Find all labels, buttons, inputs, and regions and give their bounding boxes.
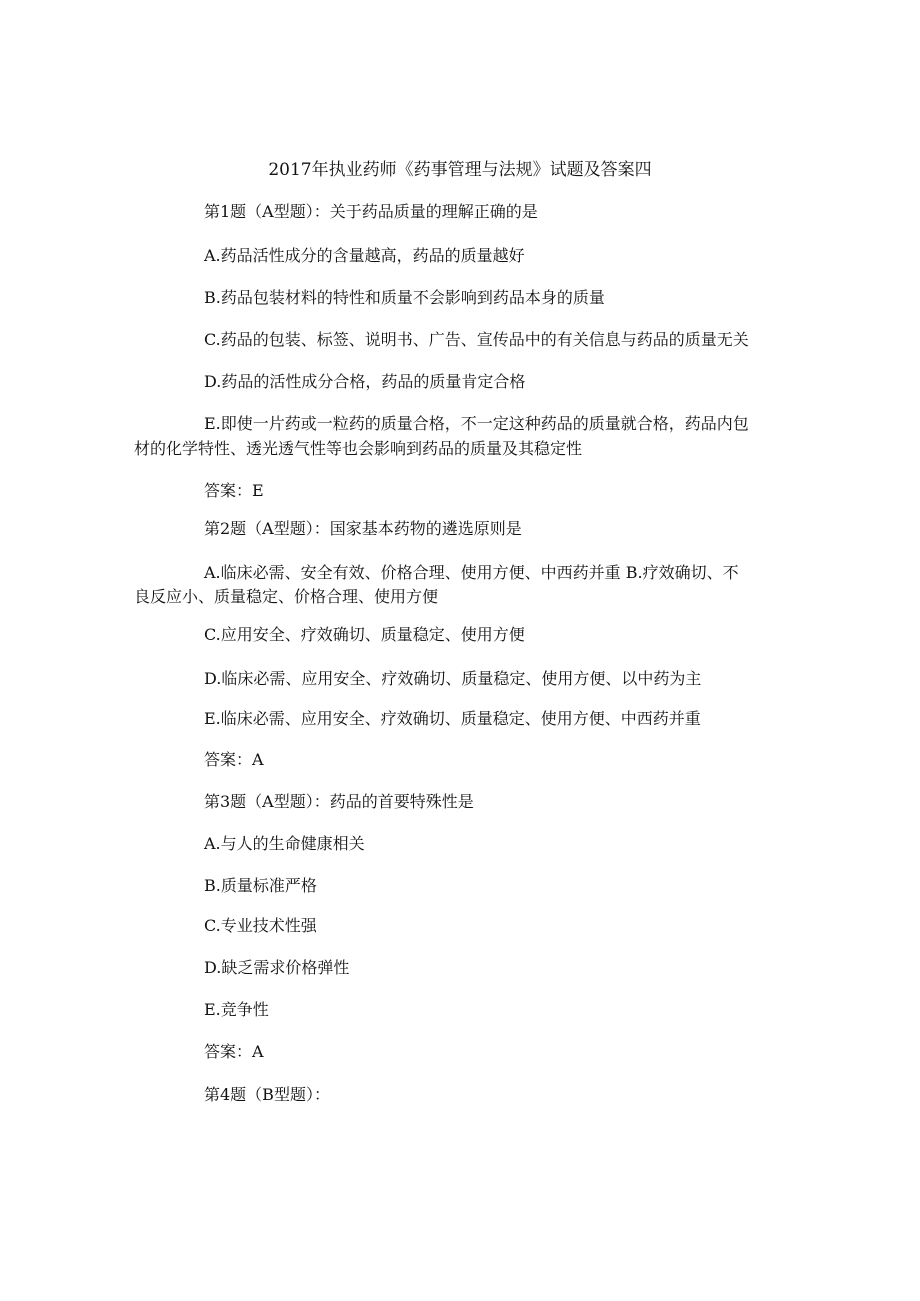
q3-question: 第3题（A型题）：药品的首要特殊性是 — [204, 792, 474, 811]
q2-answer: 答案：A — [204, 750, 264, 769]
q2-option-ab-line2: 良反应小、质量稳定、价格合理、使用方便 — [134, 587, 439, 606]
q2-option-e: E.临床必需、应用安全、疗效确切、质量稳定、使用方便、中西药并重 — [204, 709, 701, 728]
document-title: 2017年执业药师《药事管理与法规》试题及答案四 — [268, 160, 652, 180]
q1-option-d: D.药品的活性成分合格，药品的质量肯定合格 — [204, 372, 526, 391]
q3-option-a: A.与人的生命健康相关 — [204, 834, 365, 853]
q1-answer: 答案：E — [204, 481, 264, 500]
q1-question: 第1题（A型题）：关于药品质量的理解正确的是 — [204, 202, 538, 221]
q3-answer: 答案：A — [204, 1042, 264, 1061]
q4-question: 第4题（B型题）： — [204, 1085, 330, 1104]
q3-option-d: D.缺乏需求价格弹性 — [204, 958, 350, 977]
q3-option-b: B.质量标准严格 — [204, 876, 317, 895]
q1-option-b: B.药品包装材料的特性和质量不会影响到药品本身的质量 — [204, 288, 605, 307]
q2-option-d: D.临床必需、应用安全、疗效确切、质量稳定、使用方便、以中药为主 — [204, 669, 702, 688]
q1-option-c: C.药品的包装、标签、说明书、广告、宣传品中的有关信息与药品的质量无关 — [204, 330, 749, 349]
q1-option-e-line2: 材的化学特性、透光透气性等也会影响到药品的质量及其稳定性 — [134, 439, 583, 458]
q2-option-ab-line1: A.临床必需、安全有效、价格合理、使用方便、中西药并重 B.疗效确切、不 — [204, 563, 739, 582]
q3-option-e: E.竞争性 — [204, 1000, 269, 1019]
q1-option-e-line1: E.即使一片药或一粒药的质量合格，不一定这种药品的质量就合格，药品内包 — [204, 414, 749, 433]
q1-option-a: A.药品活性成分的含量越高，药品的质量越好 — [204, 246, 525, 265]
q2-option-c: C.应用安全、疗效确切、质量稳定、使用方便 — [204, 625, 525, 644]
q2-question: 第2题（A型题）：国家基本药物的遴选原则是 — [204, 519, 522, 538]
q3-option-c: C.专业技术性强 — [204, 916, 317, 935]
